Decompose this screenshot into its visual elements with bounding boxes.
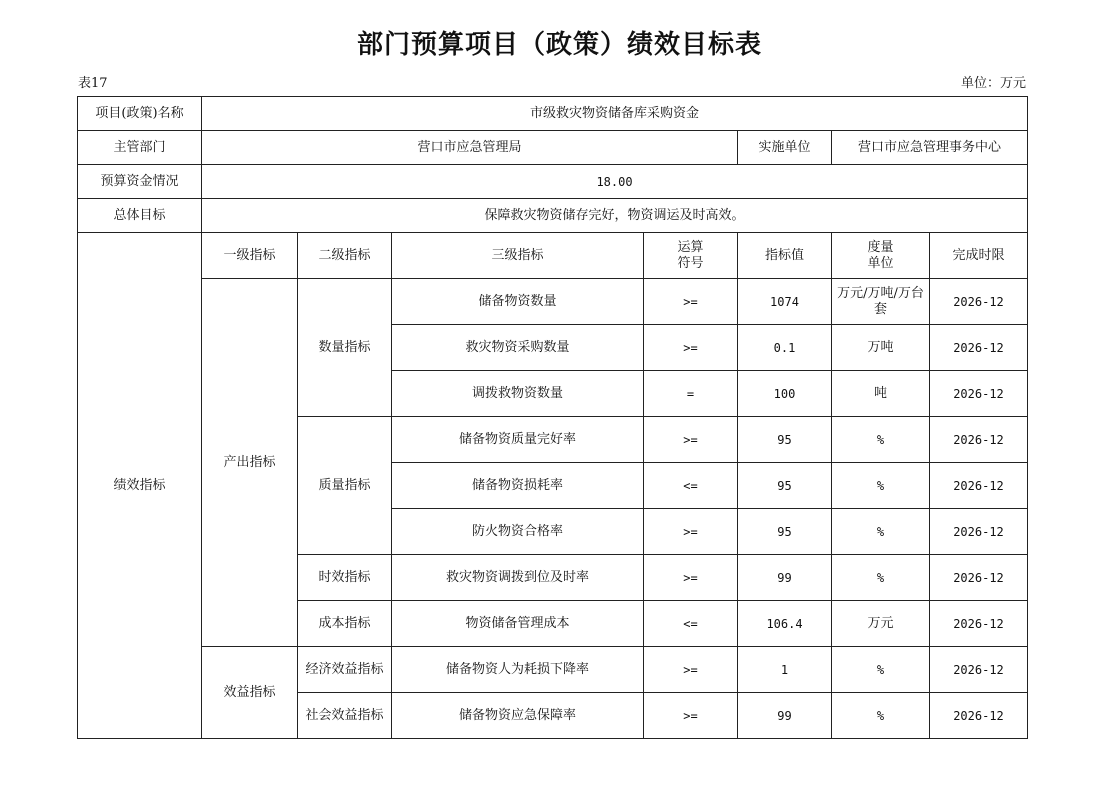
indicator-value: 95 [738, 463, 832, 509]
indicator-op: >= [644, 647, 738, 693]
indicator-name: 储备物资损耗率 [392, 463, 644, 509]
indicator-unit: 万吨 [832, 325, 930, 371]
indicator-name: 储备物资质量完好率 [392, 417, 644, 463]
indicator-name: 物资储备管理成本 [392, 601, 644, 647]
goal-label: 总体目标 [78, 199, 202, 233]
indicator-op: >= [644, 693, 738, 739]
group-output: 产出指标 [202, 279, 298, 647]
indicator-name: 防火物资合格率 [392, 509, 644, 555]
row-budget [78, 165, 1028, 199]
indicator-deadline: 2026-12 [930, 325, 1028, 371]
group-quality: 质量指标 [298, 417, 392, 555]
indicator-unit: % [832, 555, 930, 601]
indicator-value: 100 [738, 371, 832, 417]
indicator-unit: 万元/万吨/万台 套 [832, 279, 930, 325]
page-title: 部门预算项目（政策）绩效目标表 [356, 30, 762, 60]
indicator-op: >= [644, 325, 738, 371]
indicator-unit: % [832, 509, 930, 555]
indicator-deadline: 2026-12 [930, 509, 1028, 555]
performance-table [77, 96, 1028, 739]
header-value: 指标值 [738, 233, 832, 279]
group-cost: 成本指标 [298, 601, 392, 647]
indicator-deadline: 2026-12 [930, 555, 1028, 601]
indicator-unit: % [832, 463, 930, 509]
impl-label: 实施单位 [738, 131, 832, 165]
indicator-name: 调拨救物资数量 [392, 371, 644, 417]
group-benefit: 效益指标 [202, 647, 298, 739]
row-goal [78, 199, 1028, 233]
indicator-op: >= [644, 555, 738, 601]
indicator-deadline: 2026-12 [930, 601, 1028, 647]
indicator-deadline: 2026-12 [930, 417, 1028, 463]
project-name: 市级救灾物资储备库采购资金 [202, 97, 1028, 131]
indicator-op: >= [644, 509, 738, 555]
indicator-name: 储备物资应急保障率 [392, 693, 644, 739]
indicator-op: <= [644, 601, 738, 647]
header-level3: 三级指标 [392, 233, 644, 279]
header-operator: 运算 符号 [644, 233, 738, 279]
indicator-deadline: 2026-12 [930, 647, 1028, 693]
impl-value: 营口市应急管理事务中心 [832, 131, 1028, 165]
indicator-value: 99 [738, 693, 832, 739]
project-name-label: 项目(政策)名称 [78, 97, 202, 131]
group-economic: 经济效益指标 [298, 647, 392, 693]
dept-value: 营口市应急管理局 [202, 131, 738, 165]
indicator-value: 1 [738, 647, 832, 693]
indicator-name: 救灾物资采购数量 [392, 325, 644, 371]
indicator-op: >= [644, 279, 738, 325]
group-quantity: 数量指标 [298, 279, 392, 417]
group-timeliness: 时效指标 [298, 555, 392, 601]
row-department [78, 131, 1028, 165]
indicator-unit: % [832, 693, 930, 739]
table-number: 表17 [78, 76, 108, 91]
goal-value: 保障救灾物资储存完好，物资调运及时高效。 [202, 199, 1028, 233]
indicator-unit: 吨 [832, 371, 930, 417]
dept-label: 主管部门 [78, 131, 202, 165]
indicator-unit: % [832, 417, 930, 463]
indicator-value: 1074 [738, 279, 832, 325]
unit-label: 单位：万元 [960, 76, 1026, 91]
indicator-op: = [644, 371, 738, 417]
header-deadline: 完成时限 [930, 233, 1028, 279]
perf-label: 绩效指标 [78, 233, 202, 739]
indicator-value: 99 [738, 555, 832, 601]
indicator-op: >= [644, 417, 738, 463]
table-row [78, 279, 1028, 325]
indicator-unit: 万元 [832, 601, 930, 647]
header-level1: 一级指标 [202, 233, 298, 279]
indicator-name: 储备物资数量 [392, 279, 644, 325]
indicator-deadline: 2026-12 [930, 463, 1028, 509]
indicator-name: 储备物资人为耗损下降率 [392, 647, 644, 693]
group-social: 社会效益指标 [298, 693, 392, 739]
indicator-value: 95 [738, 509, 832, 555]
indicator-name: 救灾物资调拨到位及时率 [392, 555, 644, 601]
indicator-deadline: 2026-12 [930, 279, 1028, 325]
header-row [78, 233, 1028, 279]
budget-label: 预算资金情况 [78, 165, 202, 199]
header-level2: 二级指标 [298, 233, 392, 279]
budget-value: 18.00 [202, 165, 1028, 199]
indicator-deadline: 2026-12 [930, 371, 1028, 417]
indicator-deadline: 2026-12 [930, 693, 1028, 739]
indicator-value: 95 [738, 417, 832, 463]
header-unit: 度量 单位 [832, 233, 930, 279]
row-project-name [78, 97, 1028, 131]
indicator-value: 106.4 [738, 601, 832, 647]
indicator-value: 0.1 [738, 325, 832, 371]
table-row [78, 647, 1028, 693]
indicator-op: <= [644, 463, 738, 509]
indicator-unit: % [832, 647, 930, 693]
